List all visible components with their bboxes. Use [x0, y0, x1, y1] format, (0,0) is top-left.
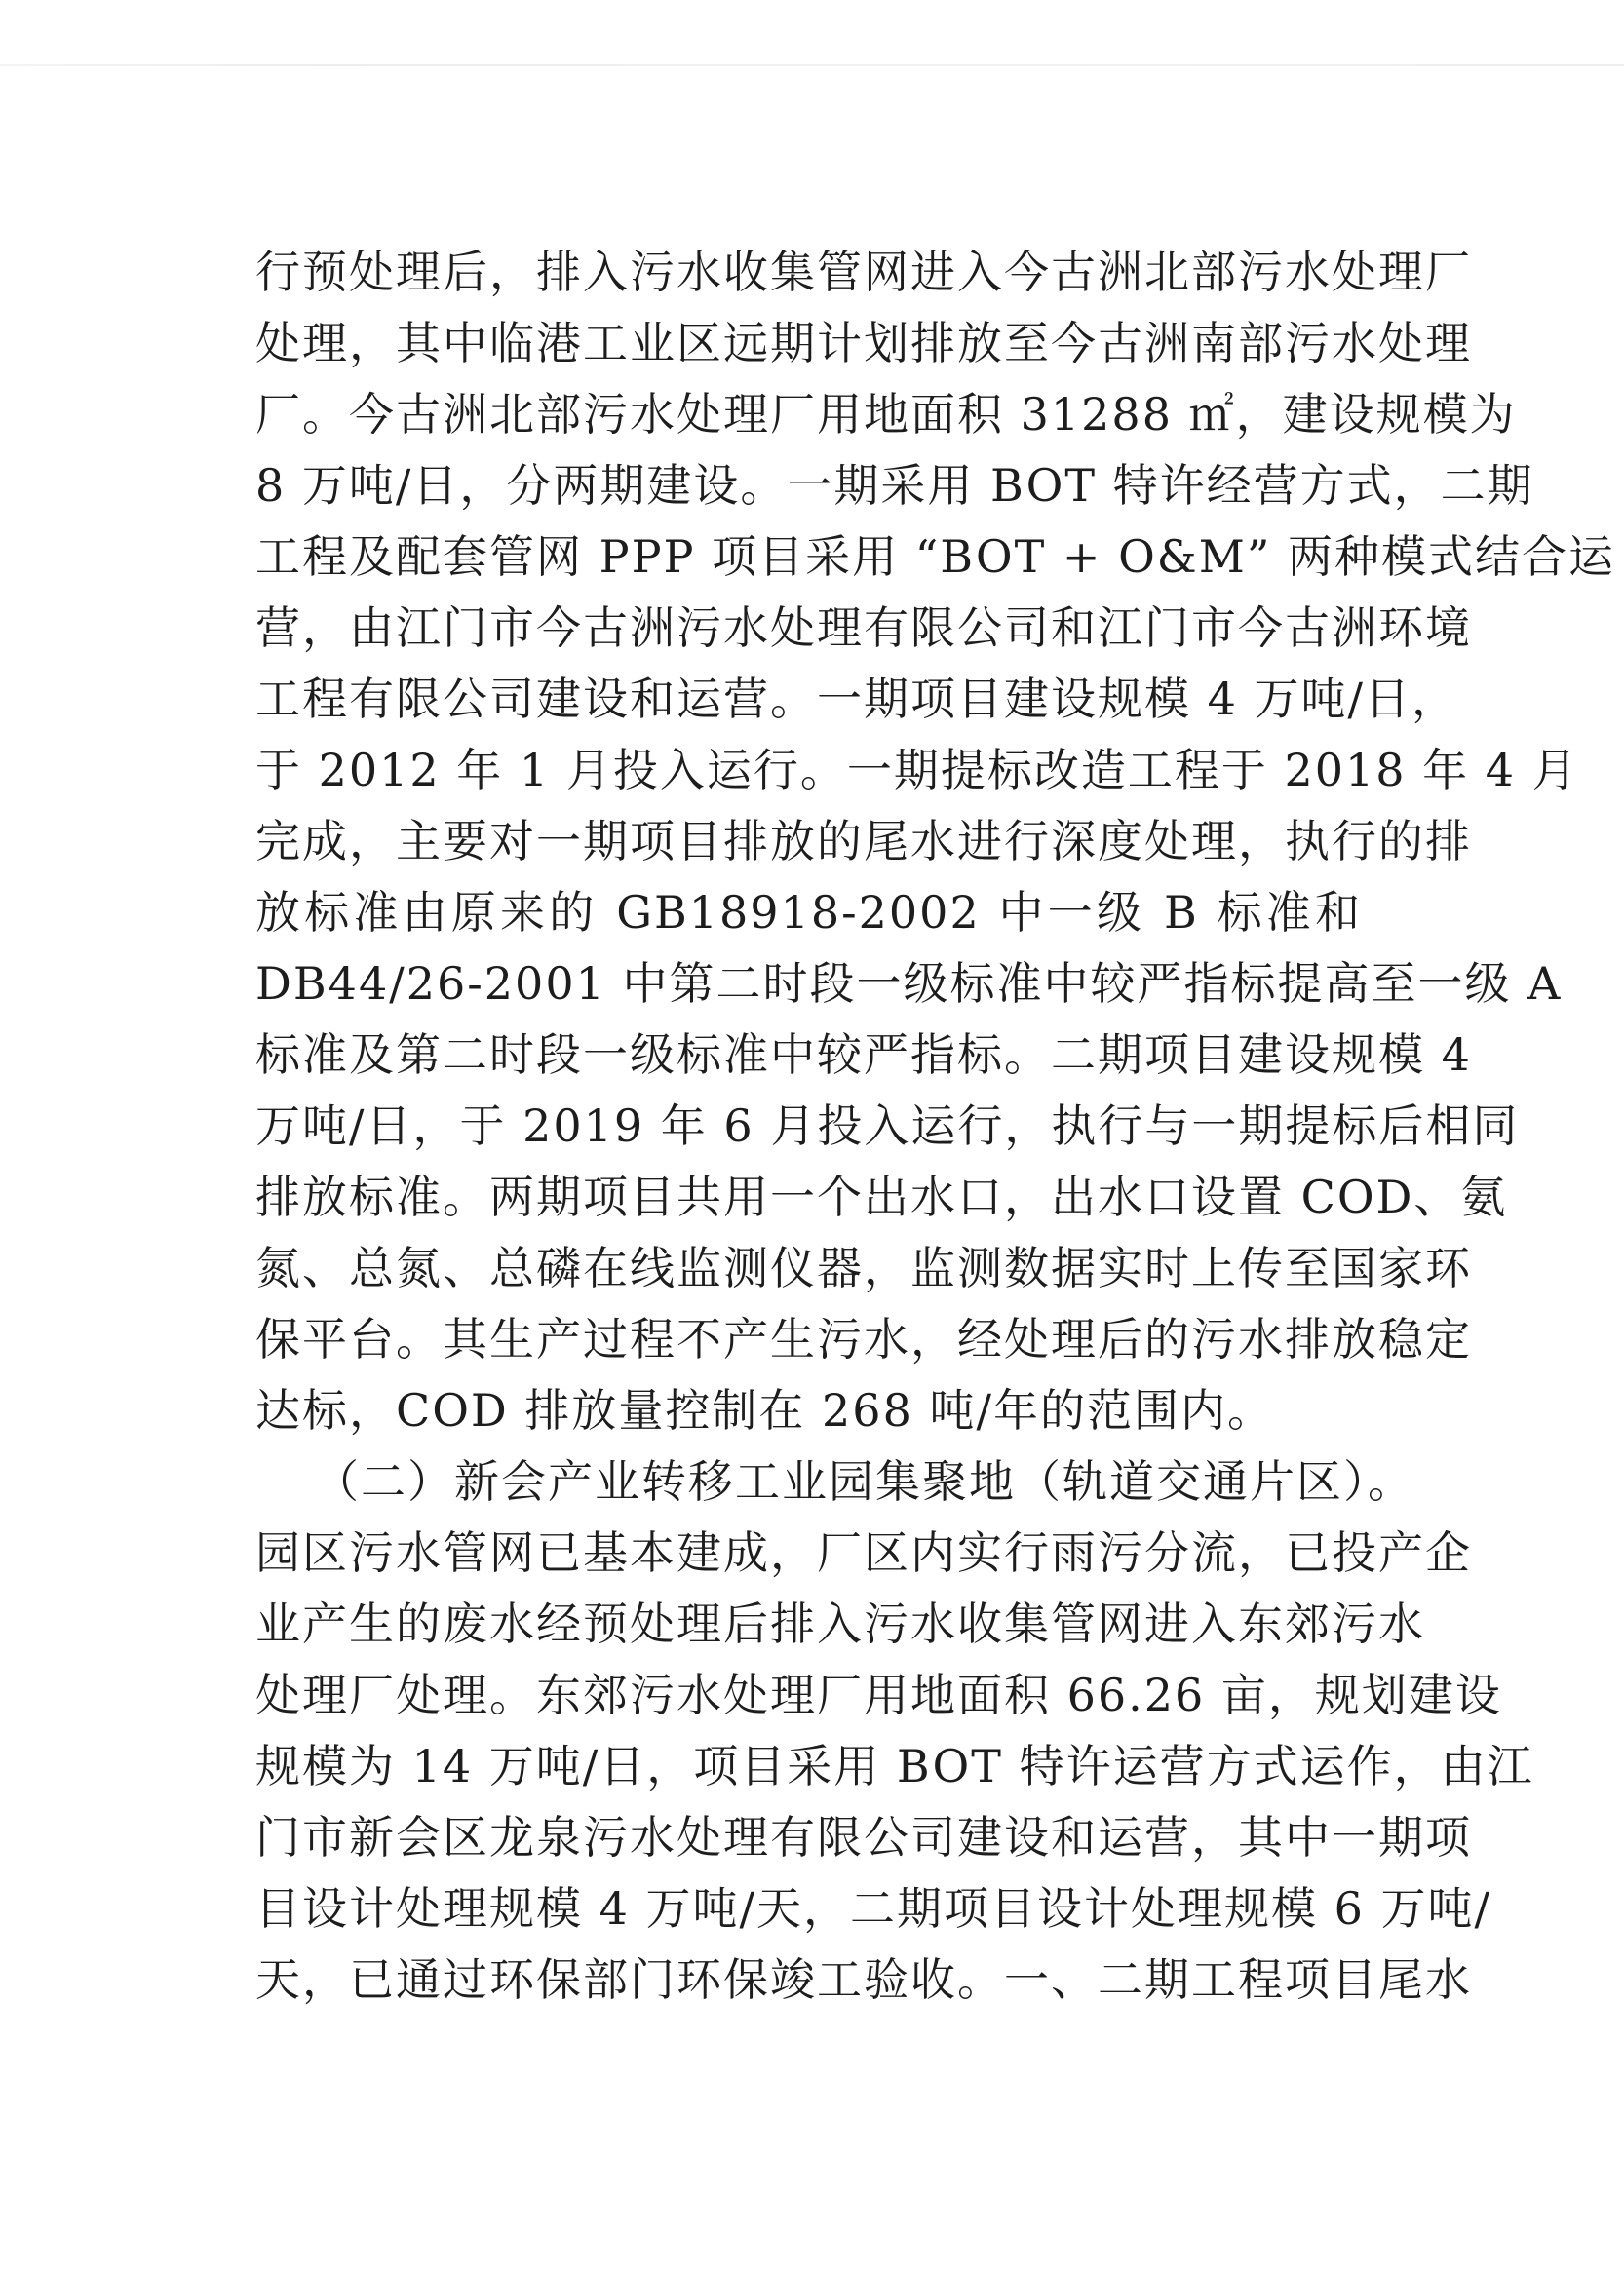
text-line: DB44/26-2001 中第二时段一级标准中较严指标提高至一级 A: [255, 957, 1563, 1010]
text-line: 8 万吨/日，分两期建设。一期采用 BOT 特许经营方式，二期: [255, 459, 1534, 512]
text-line: 门市新会区龙泉污水处理有限公司建设和运营，其中一期项: [255, 1811, 1472, 1864]
text-line: 规模为 14 万吨/日，项目采用 BOT 特许运营方式运作，由江: [255, 1740, 1534, 1792]
section-heading-line: （二）新会产业转移工业园集聚地（轨道交通片区）。: [314, 1455, 1414, 1508]
text-line: 于 2012 年 1 月投入运行。一期提标改造工程于 2018 年 4 月: [255, 744, 1579, 796]
text-line: 行预处理后，排入污水收集管网进入今古洲北部污水处理厂: [255, 246, 1472, 298]
text-line: 万吨/日，于 2019 年 6 月投入运行，执行与一期提标后相同: [255, 1099, 1520, 1152]
text-line: 业产生的废水经预处理后排入污水收集管网进入东郊污水: [255, 1598, 1425, 1650]
body-text: [255, 234, 1615, 2037]
text-line: 排放标准。两期项目共用一个出水口，出水口设置 COD、氨: [255, 1171, 1508, 1223]
text-line: 完成，主要对一期项目排放的尾水进行深度处理，执行的排: [255, 815, 1472, 867]
text-line: 标准及第二时段一级标准中较严指标。二期项目建设规模 4: [255, 1028, 1472, 1081]
text-line: 营，由江门市今古洲污水处理有限公司和江门市今古洲环境: [255, 601, 1472, 654]
text-line: 天，已通过环保部门环保竣工验收。一、二期工程项目尾水: [255, 1953, 1472, 2006]
text-line: 园区污水管网已基本建成，厂区内实行雨污分流，已投产企: [255, 1526, 1472, 1579]
scan-edge-divider: [0, 64, 1624, 66]
text-line: 工程有限公司建设和运营。一期项目建设规模 4 万吨/日，: [255, 673, 1459, 725]
text-line: 厂。今古洲北部污水处理厂用地面积 31288 ㎡，建设规模为: [255, 388, 1517, 441]
text-line: 保平台。其生产过程不产生污水，经处理后的污水排放稳定: [255, 1313, 1472, 1366]
text-line: 氮、总氮、总磷在线监测仪器，监测数据实时上传至国家环: [255, 1242, 1472, 1294]
text-line: 工程及配套管网 PPP 项目采用 “BOT + O&M” 两种模式结合运: [255, 530, 1615, 583]
text-line: 放标准由原来的 GB18918-2002 中一级 B 标准和: [255, 886, 1362, 939]
text-line: 处理，其中临港工业区远期计划排放至今古洲南部污水处理: [255, 317, 1472, 369]
text-line: 处理厂处理。东郊污水处理厂用地面积 66.26 亩，规划建设: [255, 1669, 1502, 1721]
text-line: 达标，COD 排放量控制在 268 吨/年的范围内。: [255, 1384, 1274, 1437]
text-line: 目设计处理规模 4 万吨/天，二期项目设计处理规模 6 万吨/: [255, 1882, 1492, 1935]
